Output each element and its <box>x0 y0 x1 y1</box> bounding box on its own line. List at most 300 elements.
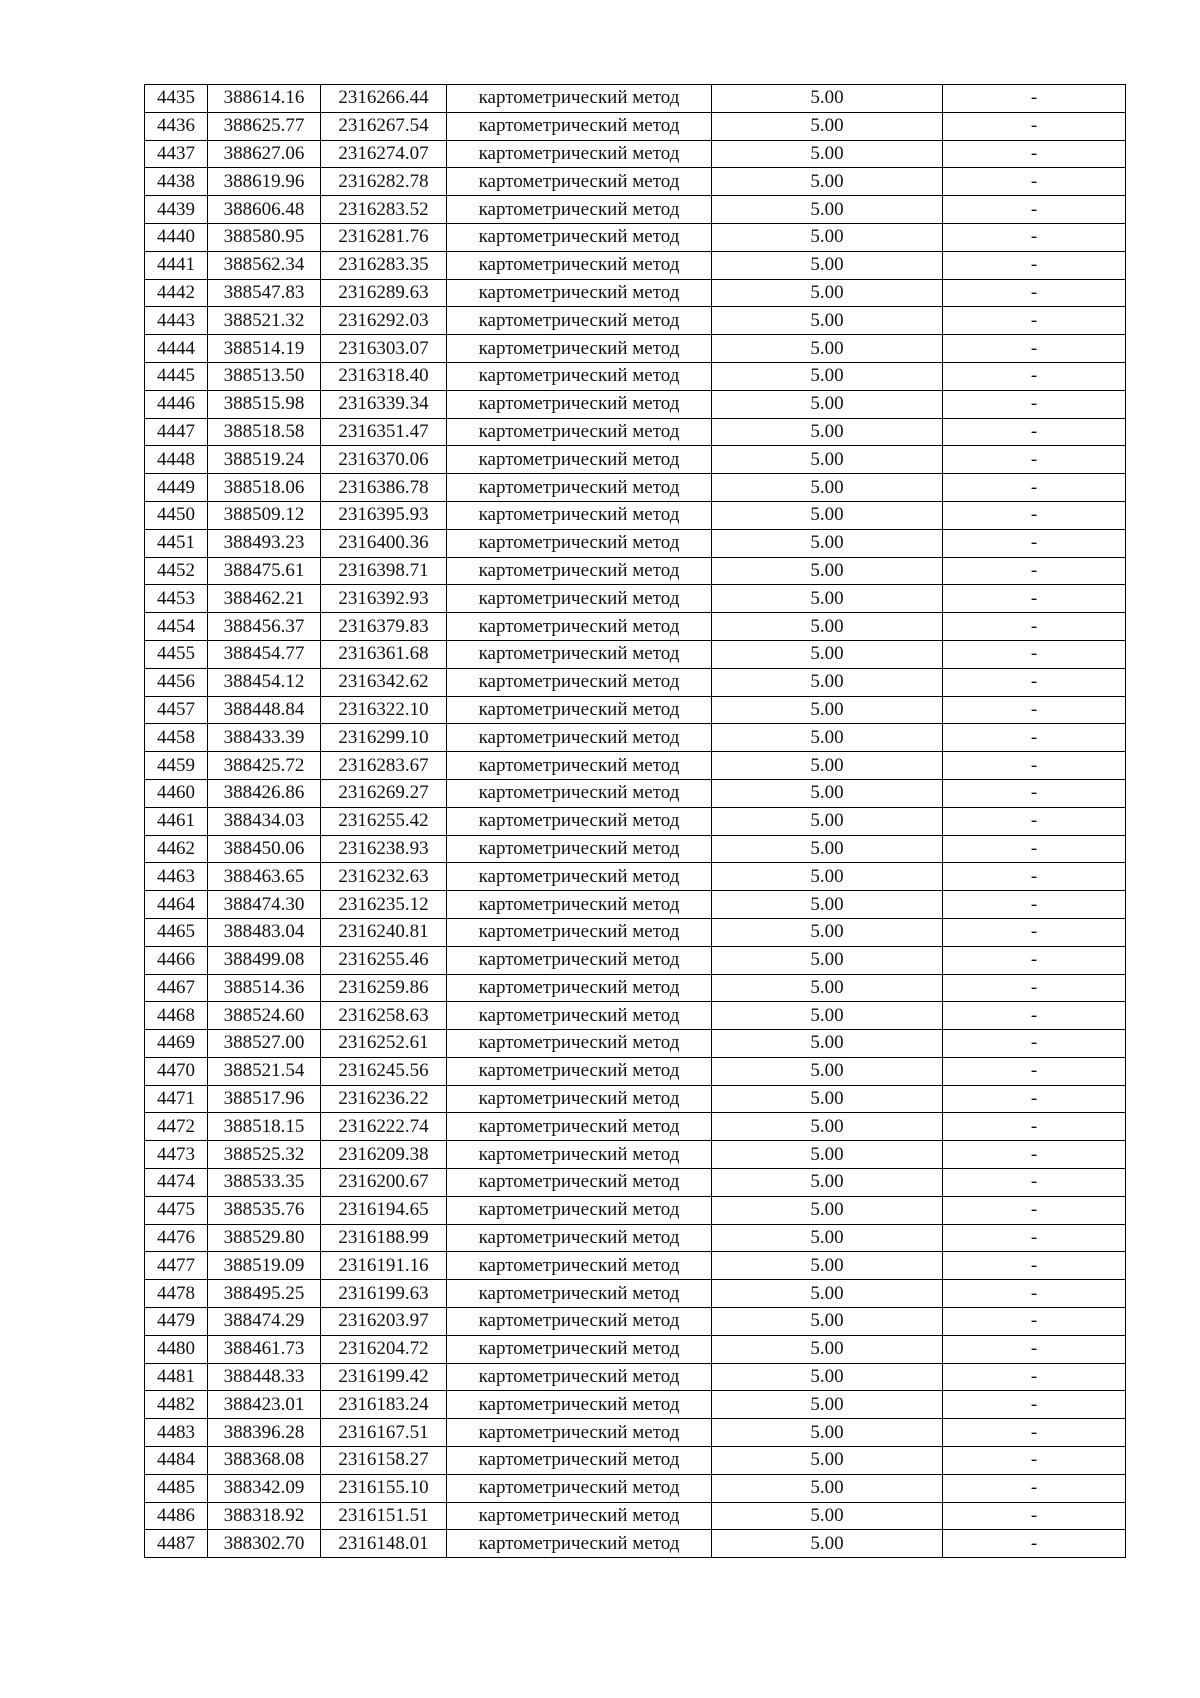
table-row <box>145 529 1126 557</box>
table-row <box>145 1502 1126 1530</box>
table-row <box>145 1224 1126 1252</box>
point-number-cell: 4436 <box>145 112 208 140</box>
method-cell: картометрический метод <box>447 362 712 390</box>
y-coordinate-cell: 2316252.61 <box>321 1030 447 1058</box>
x-coordinate-cell: 388368.08 <box>208 1447 321 1475</box>
point-number-cell: 4487 <box>145 1530 208 1558</box>
x-coordinate-cell: 388517.96 <box>208 1085 321 1113</box>
method-cell: картометрический метод <box>447 585 712 613</box>
accuracy-cell: 5.00 <box>712 1447 943 1475</box>
y-coordinate-cell: 2316303.07 <box>321 335 447 363</box>
accuracy-cell: 5.00 <box>712 1419 943 1447</box>
description-cell: - <box>943 1502 1126 1530</box>
description-cell: - <box>943 1057 1126 1085</box>
point-number-cell: 4472 <box>145 1113 208 1141</box>
description-cell: - <box>943 1030 1126 1058</box>
x-coordinate-cell: 388525.32 <box>208 1141 321 1169</box>
accuracy-cell: 5.00 <box>712 1141 943 1169</box>
table-row <box>145 1085 1126 1113</box>
accuracy-cell: 5.00 <box>712 779 943 807</box>
table-row <box>145 279 1126 307</box>
y-coordinate-cell: 2316203.97 <box>321 1308 447 1336</box>
y-coordinate-cell: 2316240.81 <box>321 918 447 946</box>
point-number-cell: 4480 <box>145 1335 208 1363</box>
y-coordinate-cell: 2316289.63 <box>321 279 447 307</box>
method-cell: картометрический метод <box>447 1224 712 1252</box>
y-coordinate-cell: 2316282.78 <box>321 168 447 196</box>
description-cell: - <box>943 1474 1126 1502</box>
point-number-cell: 4456 <box>145 668 208 696</box>
accuracy-cell: 5.00 <box>712 112 943 140</box>
accuracy-cell: 5.00 <box>712 1002 943 1030</box>
accuracy-cell: 5.00 <box>712 196 943 224</box>
y-coordinate-cell: 2316395.93 <box>321 501 447 529</box>
x-coordinate-cell: 388519.09 <box>208 1252 321 1280</box>
accuracy-cell: 5.00 <box>712 891 943 919</box>
y-coordinate-cell: 2316274.07 <box>321 140 447 168</box>
y-coordinate-cell: 2316283.67 <box>321 752 447 780</box>
x-coordinate-cell: 388493.23 <box>208 529 321 557</box>
method-cell: картометрический метод <box>447 807 712 835</box>
table-row <box>145 974 1126 1002</box>
x-coordinate-cell: 388318.92 <box>208 1502 321 1530</box>
point-number-cell: 4482 <box>145 1391 208 1419</box>
x-coordinate-cell: 388342.09 <box>208 1474 321 1502</box>
method-cell: картометрический метод <box>447 668 712 696</box>
description-cell: - <box>943 1363 1126 1391</box>
y-coordinate-cell: 2316361.68 <box>321 640 447 668</box>
table-row <box>145 362 1126 390</box>
x-coordinate-cell: 388518.15 <box>208 1113 321 1141</box>
table-row <box>145 863 1126 891</box>
table-row <box>145 168 1126 196</box>
x-coordinate-cell: 388606.48 <box>208 196 321 224</box>
y-coordinate-cell: 2316351.47 <box>321 418 447 446</box>
point-number-cell: 4437 <box>145 140 208 168</box>
method-cell: картометрический метод <box>447 501 712 529</box>
table-row <box>145 474 1126 502</box>
point-number-cell: 4439 <box>145 196 208 224</box>
method-cell: картометрический метод <box>447 1141 712 1169</box>
description-cell: - <box>943 1280 1126 1308</box>
accuracy-cell: 5.00 <box>712 1057 943 1085</box>
table-row <box>145 918 1126 946</box>
table-row <box>145 696 1126 724</box>
accuracy-cell: 5.00 <box>712 168 943 196</box>
method-cell: картометрический метод <box>447 1419 712 1447</box>
x-coordinate-cell: 388514.36 <box>208 974 321 1002</box>
method-cell: картометрический метод <box>447 1057 712 1085</box>
description-cell: - <box>943 863 1126 891</box>
y-coordinate-cell: 2316379.83 <box>321 613 447 641</box>
x-coordinate-cell: 388423.01 <box>208 1391 321 1419</box>
method-cell: картометрический метод <box>447 168 712 196</box>
table-row <box>145 1474 1126 1502</box>
method-cell: картометрический метод <box>447 640 712 668</box>
y-coordinate-cell: 2316245.56 <box>321 1057 447 1085</box>
method-cell: картометрический метод <box>447 1169 712 1197</box>
table-row <box>145 1530 1126 1558</box>
y-coordinate-cell: 2316222.74 <box>321 1113 447 1141</box>
method-cell: картометрический метод <box>447 1474 712 1502</box>
x-coordinate-cell: 388425.72 <box>208 752 321 780</box>
point-number-cell: 4476 <box>145 1224 208 1252</box>
description-cell: - <box>943 1308 1126 1336</box>
method-cell: картометрический метод <box>447 835 712 863</box>
point-number-cell: 4443 <box>145 307 208 335</box>
method-cell: картометрический метод <box>447 696 712 724</box>
accuracy-cell: 5.00 <box>712 1030 943 1058</box>
point-number-cell: 4462 <box>145 835 208 863</box>
point-number-cell: 4453 <box>145 585 208 613</box>
description-cell: - <box>943 752 1126 780</box>
point-number-cell: 4455 <box>145 640 208 668</box>
accuracy-cell: 5.00 <box>712 362 943 390</box>
description-cell: - <box>943 1419 1126 1447</box>
x-coordinate-cell: 388619.96 <box>208 168 321 196</box>
method-cell: картометрический метод <box>447 279 712 307</box>
description-cell: - <box>943 724 1126 752</box>
y-coordinate-cell: 2316398.71 <box>321 557 447 585</box>
x-coordinate-cell: 388448.84 <box>208 696 321 724</box>
description-cell: - <box>943 668 1126 696</box>
point-number-cell: 4463 <box>145 863 208 891</box>
accuracy-cell: 5.00 <box>712 613 943 641</box>
description-cell: - <box>943 474 1126 502</box>
x-coordinate-cell: 388433.39 <box>208 724 321 752</box>
description-cell: - <box>943 1141 1126 1169</box>
accuracy-cell: 5.00 <box>712 1113 943 1141</box>
point-number-cell: 4473 <box>145 1141 208 1169</box>
point-number-cell: 4447 <box>145 418 208 446</box>
x-coordinate-cell: 388580.95 <box>208 223 321 251</box>
description-cell: - <box>943 891 1126 919</box>
method-cell: картометрический метод <box>447 1447 712 1475</box>
x-coordinate-cell: 388627.06 <box>208 140 321 168</box>
y-coordinate-cell: 2316238.93 <box>321 835 447 863</box>
description-cell: - <box>943 85 1126 113</box>
method-cell: картометрический метод <box>447 307 712 335</box>
description-cell: - <box>943 362 1126 390</box>
table-row <box>145 613 1126 641</box>
point-number-cell: 4483 <box>145 1419 208 1447</box>
y-coordinate-cell: 2316158.27 <box>321 1447 447 1475</box>
table-row <box>145 251 1126 279</box>
x-coordinate-cell: 388483.04 <box>208 918 321 946</box>
x-coordinate-cell: 388533.35 <box>208 1169 321 1197</box>
description-cell: - <box>943 557 1126 585</box>
method-cell: картометрический метод <box>447 752 712 780</box>
method-cell: картометрический метод <box>447 613 712 641</box>
point-number-cell: 4454 <box>145 613 208 641</box>
description-cell: - <box>943 585 1126 613</box>
x-coordinate-cell: 388527.00 <box>208 1030 321 1058</box>
table-row <box>145 1002 1126 1030</box>
table-row <box>145 1280 1126 1308</box>
description-cell: - <box>943 1002 1126 1030</box>
table-row <box>145 1169 1126 1197</box>
x-coordinate-cell: 388625.77 <box>208 112 321 140</box>
y-coordinate-cell: 2316194.65 <box>321 1196 447 1224</box>
accuracy-cell: 5.00 <box>712 1308 943 1336</box>
point-number-cell: 4477 <box>145 1252 208 1280</box>
y-coordinate-cell: 2316255.42 <box>321 807 447 835</box>
point-number-cell: 4468 <box>145 1002 208 1030</box>
point-number-cell: 4474 <box>145 1169 208 1197</box>
y-coordinate-cell: 2316283.52 <box>321 196 447 224</box>
y-coordinate-cell: 2316167.51 <box>321 1419 447 1447</box>
x-coordinate-cell: 388509.12 <box>208 501 321 529</box>
method-cell: картометрический метод <box>447 1363 712 1391</box>
table-row <box>145 891 1126 919</box>
method-cell: картометрический метод <box>447 418 712 446</box>
table-row <box>145 1363 1126 1391</box>
y-coordinate-cell: 2316199.42 <box>321 1363 447 1391</box>
accuracy-cell: 5.00 <box>712 279 943 307</box>
description-cell: - <box>943 446 1126 474</box>
y-coordinate-cell: 2316199.63 <box>321 1280 447 1308</box>
x-coordinate-cell: 388474.30 <box>208 891 321 919</box>
table-row <box>145 112 1126 140</box>
y-coordinate-cell: 2316299.10 <box>321 724 447 752</box>
x-coordinate-cell: 388463.65 <box>208 863 321 891</box>
x-coordinate-cell: 388461.73 <box>208 1335 321 1363</box>
x-coordinate-cell: 388529.80 <box>208 1224 321 1252</box>
method-cell: картометрический метод <box>447 1391 712 1419</box>
description-cell: - <box>943 335 1126 363</box>
point-number-cell: 4444 <box>145 335 208 363</box>
x-coordinate-cell: 388450.06 <box>208 835 321 863</box>
y-coordinate-cell: 2316267.54 <box>321 112 447 140</box>
point-number-cell: 4446 <box>145 390 208 418</box>
accuracy-cell: 5.00 <box>712 1391 943 1419</box>
accuracy-cell: 5.00 <box>712 140 943 168</box>
description-cell: - <box>943 613 1126 641</box>
table-row <box>145 85 1126 113</box>
x-coordinate-cell: 388535.76 <box>208 1196 321 1224</box>
method-cell: картометрический метод <box>447 1113 712 1141</box>
table-row <box>145 668 1126 696</box>
description-cell: - <box>943 1530 1126 1558</box>
point-number-cell: 4481 <box>145 1363 208 1391</box>
method-cell: картометрический метод <box>447 390 712 418</box>
point-number-cell: 4440 <box>145 223 208 251</box>
description-cell: - <box>943 279 1126 307</box>
accuracy-cell: 5.00 <box>712 501 943 529</box>
y-coordinate-cell: 2316259.86 <box>321 974 447 1002</box>
y-coordinate-cell: 2316281.76 <box>321 223 447 251</box>
x-coordinate-cell: 388562.34 <box>208 251 321 279</box>
method-cell: картометрический метод <box>447 196 712 224</box>
point-number-cell: 4469 <box>145 1030 208 1058</box>
description-cell: - <box>943 1085 1126 1113</box>
method-cell: картометрический метод <box>447 946 712 974</box>
method-cell: картометрический метод <box>447 529 712 557</box>
x-coordinate-cell: 388454.77 <box>208 640 321 668</box>
x-coordinate-cell: 388302.70 <box>208 1530 321 1558</box>
method-cell: картометрический метод <box>447 474 712 502</box>
table-row <box>145 446 1126 474</box>
point-number-cell: 4479 <box>145 1308 208 1336</box>
x-coordinate-cell: 388495.25 <box>208 1280 321 1308</box>
description-cell: - <box>943 1391 1126 1419</box>
point-number-cell: 4484 <box>145 1447 208 1475</box>
accuracy-cell: 5.00 <box>712 1224 943 1252</box>
description-cell: - <box>943 196 1126 224</box>
accuracy-cell: 5.00 <box>712 1474 943 1502</box>
point-number-cell: 4441 <box>145 251 208 279</box>
table-row <box>145 585 1126 613</box>
description-cell: - <box>943 835 1126 863</box>
x-coordinate-cell: 388521.54 <box>208 1057 321 1085</box>
table-row <box>145 1113 1126 1141</box>
point-number-cell: 4448 <box>145 446 208 474</box>
method-cell: картометрический метод <box>447 1252 712 1280</box>
x-coordinate-cell: 388499.08 <box>208 946 321 974</box>
method-cell: картометрический метод <box>447 1308 712 1336</box>
y-coordinate-cell: 2316392.93 <box>321 585 447 613</box>
point-number-cell: 4438 <box>145 168 208 196</box>
coordinates-table-body <box>145 85 1126 1558</box>
table-row <box>145 1391 1126 1419</box>
y-coordinate-cell: 2316255.46 <box>321 946 447 974</box>
method-cell: картометрический метод <box>447 557 712 585</box>
method-cell: картометрический метод <box>447 446 712 474</box>
method-cell: картометрический метод <box>447 724 712 752</box>
accuracy-cell: 5.00 <box>712 918 943 946</box>
table-row <box>145 1030 1126 1058</box>
accuracy-cell: 5.00 <box>712 1252 943 1280</box>
description-cell: - <box>943 251 1126 279</box>
accuracy-cell: 5.00 <box>712 640 943 668</box>
y-coordinate-cell: 2316232.63 <box>321 863 447 891</box>
method-cell: картометрический метод <box>447 1502 712 1530</box>
accuracy-cell: 5.00 <box>712 1335 943 1363</box>
point-number-cell: 4478 <box>145 1280 208 1308</box>
y-coordinate-cell: 2316200.67 <box>321 1169 447 1197</box>
x-coordinate-cell: 388396.28 <box>208 1419 321 1447</box>
accuracy-cell: 5.00 <box>712 390 943 418</box>
method-cell: картометрический метод <box>447 140 712 168</box>
table-row <box>145 1419 1126 1447</box>
table-row <box>145 724 1126 752</box>
table-row <box>145 1057 1126 1085</box>
point-number-cell: 4465 <box>145 918 208 946</box>
method-cell: картометрический метод <box>447 1196 712 1224</box>
y-coordinate-cell: 2316386.78 <box>321 474 447 502</box>
point-number-cell: 4457 <box>145 696 208 724</box>
accuracy-cell: 5.00 <box>712 1280 943 1308</box>
x-coordinate-cell: 388448.33 <box>208 1363 321 1391</box>
table-row <box>145 779 1126 807</box>
accuracy-cell: 5.00 <box>712 1530 943 1558</box>
x-coordinate-cell: 388462.21 <box>208 585 321 613</box>
table-row <box>145 335 1126 363</box>
x-coordinate-cell: 388515.98 <box>208 390 321 418</box>
x-coordinate-cell: 388513.50 <box>208 362 321 390</box>
accuracy-cell: 5.00 <box>712 557 943 585</box>
y-coordinate-cell: 2316342.62 <box>321 668 447 696</box>
method-cell: картометрический метод <box>447 1280 712 1308</box>
point-number-cell: 4461 <box>145 807 208 835</box>
y-coordinate-cell: 2316258.63 <box>321 1002 447 1030</box>
description-cell: - <box>943 640 1126 668</box>
coordinates-table <box>144 84 1126 1558</box>
description-cell: - <box>943 1335 1126 1363</box>
y-coordinate-cell: 2316283.35 <box>321 251 447 279</box>
description-cell: - <box>943 1113 1126 1141</box>
point-number-cell: 4449 <box>145 474 208 502</box>
y-coordinate-cell: 2316191.16 <box>321 1252 447 1280</box>
accuracy-cell: 5.00 <box>712 1196 943 1224</box>
method-cell: картометрический метод <box>447 1030 712 1058</box>
accuracy-cell: 5.00 <box>712 85 943 113</box>
description-cell: - <box>943 418 1126 446</box>
table-row <box>145 807 1126 835</box>
table-row <box>145 140 1126 168</box>
table-row <box>145 307 1126 335</box>
table-row <box>145 946 1126 974</box>
point-number-cell: 4459 <box>145 752 208 780</box>
accuracy-cell: 5.00 <box>712 807 943 835</box>
method-cell: картометрический метод <box>447 223 712 251</box>
accuracy-cell: 5.00 <box>712 223 943 251</box>
y-coordinate-cell: 2316266.44 <box>321 85 447 113</box>
table-row <box>145 1196 1126 1224</box>
table-row <box>145 1141 1126 1169</box>
y-coordinate-cell: 2316400.36 <box>321 529 447 557</box>
x-coordinate-cell: 388518.06 <box>208 474 321 502</box>
x-coordinate-cell: 388454.12 <box>208 668 321 696</box>
x-coordinate-cell: 388519.24 <box>208 446 321 474</box>
x-coordinate-cell: 388518.58 <box>208 418 321 446</box>
point-number-cell: 4450 <box>145 501 208 529</box>
method-cell: картометрический метод <box>447 335 712 363</box>
table-row <box>145 752 1126 780</box>
y-coordinate-cell: 2316148.01 <box>321 1530 447 1558</box>
description-cell: - <box>943 529 1126 557</box>
accuracy-cell: 5.00 <box>712 418 943 446</box>
point-number-cell: 4486 <box>145 1502 208 1530</box>
y-coordinate-cell: 2316318.40 <box>321 362 447 390</box>
accuracy-cell: 5.00 <box>712 1085 943 1113</box>
x-coordinate-cell: 388426.86 <box>208 779 321 807</box>
method-cell: картометрический метод <box>447 1002 712 1030</box>
description-cell: - <box>943 112 1126 140</box>
description-cell: - <box>943 779 1126 807</box>
x-coordinate-cell: 388514.19 <box>208 335 321 363</box>
method-cell: картометрический метод <box>447 112 712 140</box>
point-number-cell: 4464 <box>145 891 208 919</box>
point-number-cell: 4467 <box>145 974 208 1002</box>
description-cell: - <box>943 1252 1126 1280</box>
accuracy-cell: 5.00 <box>712 1363 943 1391</box>
y-coordinate-cell: 2316188.99 <box>321 1224 447 1252</box>
y-coordinate-cell: 2316370.06 <box>321 446 447 474</box>
method-cell: картометрический метод <box>447 863 712 891</box>
point-number-cell: 4470 <box>145 1057 208 1085</box>
table-row <box>145 557 1126 585</box>
point-number-cell: 4466 <box>145 946 208 974</box>
y-coordinate-cell: 2316155.10 <box>321 1474 447 1502</box>
y-coordinate-cell: 2316236.22 <box>321 1085 447 1113</box>
method-cell: картометрический метод <box>447 974 712 1002</box>
accuracy-cell: 5.00 <box>712 1502 943 1530</box>
y-coordinate-cell: 2316339.34 <box>321 390 447 418</box>
point-number-cell: 4451 <box>145 529 208 557</box>
x-coordinate-cell: 388456.37 <box>208 613 321 641</box>
method-cell: картометрический метод <box>447 1335 712 1363</box>
